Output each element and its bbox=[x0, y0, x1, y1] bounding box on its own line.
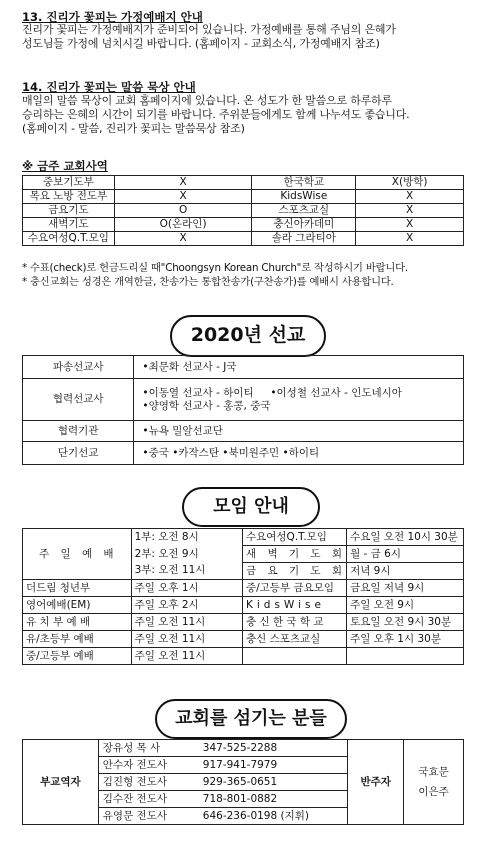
mission-line: •뉴욕 밀알선교단 bbox=[142, 424, 223, 437]
events-note: * 수표(check)로 헌금드리실 때"Choongsyn Korean Church"로 작성하시기 바랍니다. bbox=[22, 262, 408, 274]
table-row bbox=[23, 232, 464, 246]
meeting-name-text: 새 벽 기 도 회 bbox=[245, 547, 347, 560]
meeting-name bbox=[242, 546, 346, 563]
table-cell: X bbox=[356, 232, 464, 246]
meeting-name bbox=[242, 563, 346, 580]
worship-label-text: 주 일 예 배 bbox=[38, 547, 118, 560]
staff-phone: 718-801-0882 bbox=[202, 792, 278, 805]
meeting-name: 중/고등부 예배 bbox=[23, 648, 132, 665]
staff-table bbox=[22, 739, 464, 825]
mission-line: •이동열 선교사 - 하이티 •이성철 선교사 - 인도네시아 bbox=[142, 386, 402, 399]
staff-phone: 347-525-2288 bbox=[202, 741, 278, 754]
staff-name: 유영문 전도사 bbox=[102, 809, 167, 822]
staff-group-label: 부교역자 bbox=[23, 740, 99, 825]
mission-label: 파송선교사 bbox=[23, 356, 134, 379]
meeting-time: 주일 오후 1시 bbox=[131, 580, 242, 597]
staff-name: 김진형 전도사 bbox=[102, 775, 167, 788]
table-cell: O bbox=[114, 204, 252, 218]
worship-label bbox=[23, 529, 132, 580]
mission-value bbox=[134, 442, 464, 465]
mission-line: •최문화 선교사 - J국 bbox=[142, 360, 237, 373]
table-cell: 솔라 그라티아 bbox=[252, 232, 356, 246]
accompanists bbox=[404, 740, 464, 825]
table-cell: 수요여성Q.T.모임 bbox=[23, 232, 115, 246]
meeting-time: 주일 오전 11시 bbox=[131, 631, 242, 648]
staff-member bbox=[98, 757, 348, 774]
meetings-title-pill bbox=[182, 487, 320, 527]
events-title: ※ 금주 교회사역 bbox=[22, 159, 108, 173]
meeting-name: 수요여성Q.T.모임 bbox=[242, 529, 346, 546]
table-row bbox=[23, 442, 464, 465]
meeting-time: 수요일 오전 10시 30분 bbox=[347, 529, 464, 546]
meetings-title: 모임 안내 bbox=[213, 496, 289, 517]
meeting-time: 토요일 오전 9시 30분 bbox=[347, 614, 464, 631]
mission-value bbox=[134, 356, 464, 379]
table-row bbox=[23, 597, 464, 614]
section-14-line: (홈페이지 - 말씀, 진리가 꽃피는 말씀묵상 참조) bbox=[22, 122, 245, 135]
meetings-table bbox=[22, 528, 464, 665]
table-cell: X bbox=[114, 232, 252, 246]
staff-member bbox=[98, 808, 348, 825]
meeting-name-text: KidsWise bbox=[245, 598, 325, 611]
table-row bbox=[23, 529, 464, 546]
table-row bbox=[23, 648, 464, 665]
worship-time: 3부: 오전 11시 bbox=[131, 563, 242, 580]
meeting-name: 유/초등부 예배 bbox=[23, 631, 132, 648]
accompanist-name: 이은주 bbox=[418, 786, 449, 798]
table-row bbox=[23, 190, 464, 204]
meeting-name: 충 신 한 국 학 교 bbox=[242, 614, 346, 631]
table-cell: X bbox=[114, 176, 252, 190]
meeting-time: 주일 오전 9시 bbox=[347, 597, 464, 614]
table-cell: KidsWise bbox=[252, 190, 356, 204]
staff-member bbox=[98, 774, 348, 791]
empty-cell bbox=[347, 648, 464, 665]
table-row bbox=[23, 176, 464, 190]
staff-member bbox=[98, 791, 348, 808]
meeting-time: 저녁 9시 bbox=[347, 563, 464, 580]
table-cell: X bbox=[356, 218, 464, 232]
section-14-title: 14. 진리가 꽃피는 말씀 묵상 안내 bbox=[22, 80, 196, 94]
staff-member bbox=[98, 740, 348, 757]
table-row bbox=[23, 204, 464, 218]
mission-line: •양영학 선교사 - 홍콩, 중국 bbox=[142, 399, 271, 412]
mission-value bbox=[134, 421, 464, 442]
table-cell: 중보기도부 bbox=[23, 176, 115, 190]
mission-title-pill bbox=[170, 315, 326, 357]
mission-label: 단기선교 bbox=[23, 442, 134, 465]
meeting-name: 중/고등부 금요모임 bbox=[242, 580, 346, 597]
events-table bbox=[22, 175, 464, 246]
mission-label: 협력기관 bbox=[23, 421, 134, 442]
staff-title: 교회를 섬기는 분들 bbox=[175, 708, 327, 729]
table-cell: X(방학) bbox=[356, 176, 464, 190]
table-row bbox=[23, 218, 464, 232]
table-row bbox=[23, 631, 464, 648]
mission-table bbox=[22, 355, 464, 465]
meeting-name: 유 치 부 예 배 bbox=[23, 614, 132, 631]
staff-name: 김수잔 전도사 bbox=[102, 792, 167, 805]
meeting-time: 주일 오전 11시 bbox=[131, 614, 242, 631]
mission-label: 협력선교사 bbox=[23, 379, 134, 421]
section-13-title: 13. 진리가 꽃피는 가정예배지 안내 bbox=[22, 10, 203, 24]
meeting-name: 영어예배(EM) bbox=[23, 597, 132, 614]
staff-phone: 646-236-0198 (지휘) bbox=[202, 809, 309, 822]
table-row bbox=[23, 356, 464, 379]
meeting-time: 금요일 저녁 9시 bbox=[347, 580, 464, 597]
table-cell: 금요기도 bbox=[23, 204, 115, 218]
section-13-line: 성도님들 가정에 넘치시길 바랍니다. (홈페이지 - 교회소식, 가정예배지 참조) bbox=[22, 37, 380, 50]
table-cell: 충신아카데미 bbox=[252, 218, 356, 232]
section-14-line: 승리하는 은혜의 시간이 되기를 바랍니다. 주위분들에게도 함께 나누셔도 좋습니다. bbox=[22, 108, 410, 121]
table-row bbox=[23, 421, 464, 442]
staff-title-pill bbox=[155, 699, 347, 739]
table-cell: 한국학교 bbox=[252, 176, 356, 190]
meeting-name: 더드림 청년부 bbox=[23, 580, 132, 597]
table-row bbox=[23, 740, 464, 757]
table-cell: 스포츠교실 bbox=[252, 204, 356, 218]
table-cell: 새벽기도 bbox=[23, 218, 115, 232]
worship-time: 1부: 오전 8시 bbox=[131, 529, 242, 546]
mission-value bbox=[134, 379, 464, 421]
mission-line: •중국 •카작스탄 •북미원주민 •하이티 bbox=[142, 446, 320, 459]
events-note: * 충신교회는 성경은 개역한글, 찬송가는 통합찬송가(구찬송가)를 예배시 사용합니다. bbox=[22, 276, 394, 288]
section-13-line: 진리가 꽃피는 가정예배지가 준비되어 있습니다. 가정예배를 통해 주님의 은혜가 bbox=[22, 23, 396, 36]
staff-phone: 917-941-7979 bbox=[202, 758, 278, 771]
table-cell: X bbox=[356, 190, 464, 204]
section-13-body bbox=[22, 23, 472, 51]
staff-phone: 929-365-0651 bbox=[202, 775, 278, 788]
meeting-name bbox=[242, 597, 346, 614]
table-row bbox=[23, 379, 464, 421]
meeting-time: 주일 오전 11시 bbox=[131, 648, 242, 665]
accompanist-label: 반주자 bbox=[348, 740, 404, 825]
table-cell: X bbox=[114, 190, 252, 204]
staff-name: 안수자 전도사 bbox=[102, 758, 167, 771]
table-row bbox=[23, 614, 464, 631]
meeting-name: 충신 스포츠교실 bbox=[242, 631, 346, 648]
meeting-time: 주일 오후 2시 bbox=[131, 597, 242, 614]
empty-cell bbox=[242, 648, 346, 665]
section-14-body bbox=[22, 94, 472, 136]
accompanist-name: 국효문 bbox=[418, 766, 449, 778]
meeting-name-text: 금 요 기 도 회 bbox=[245, 564, 347, 577]
mission-title: 2020년 선교 bbox=[190, 324, 306, 346]
table-cell: 목요 노방 전도부 bbox=[23, 190, 115, 204]
section-14-line: 매일의 말씀 묵상이 교회 홈페이지에 있습니다. 온 성도가 한 말씀으로 하루하루 bbox=[22, 94, 392, 107]
meeting-time: 주일 오후 1시 30분 bbox=[347, 631, 464, 648]
meeting-time: 월 - 금 6시 bbox=[347, 546, 464, 563]
table-row bbox=[23, 580, 464, 597]
worship-time: 2부: 오전 9시 bbox=[131, 546, 242, 563]
table-cell: X bbox=[356, 204, 464, 218]
table-cell: O(온라인) bbox=[114, 218, 252, 232]
staff-name: 장유성 목 사 bbox=[102, 741, 161, 754]
